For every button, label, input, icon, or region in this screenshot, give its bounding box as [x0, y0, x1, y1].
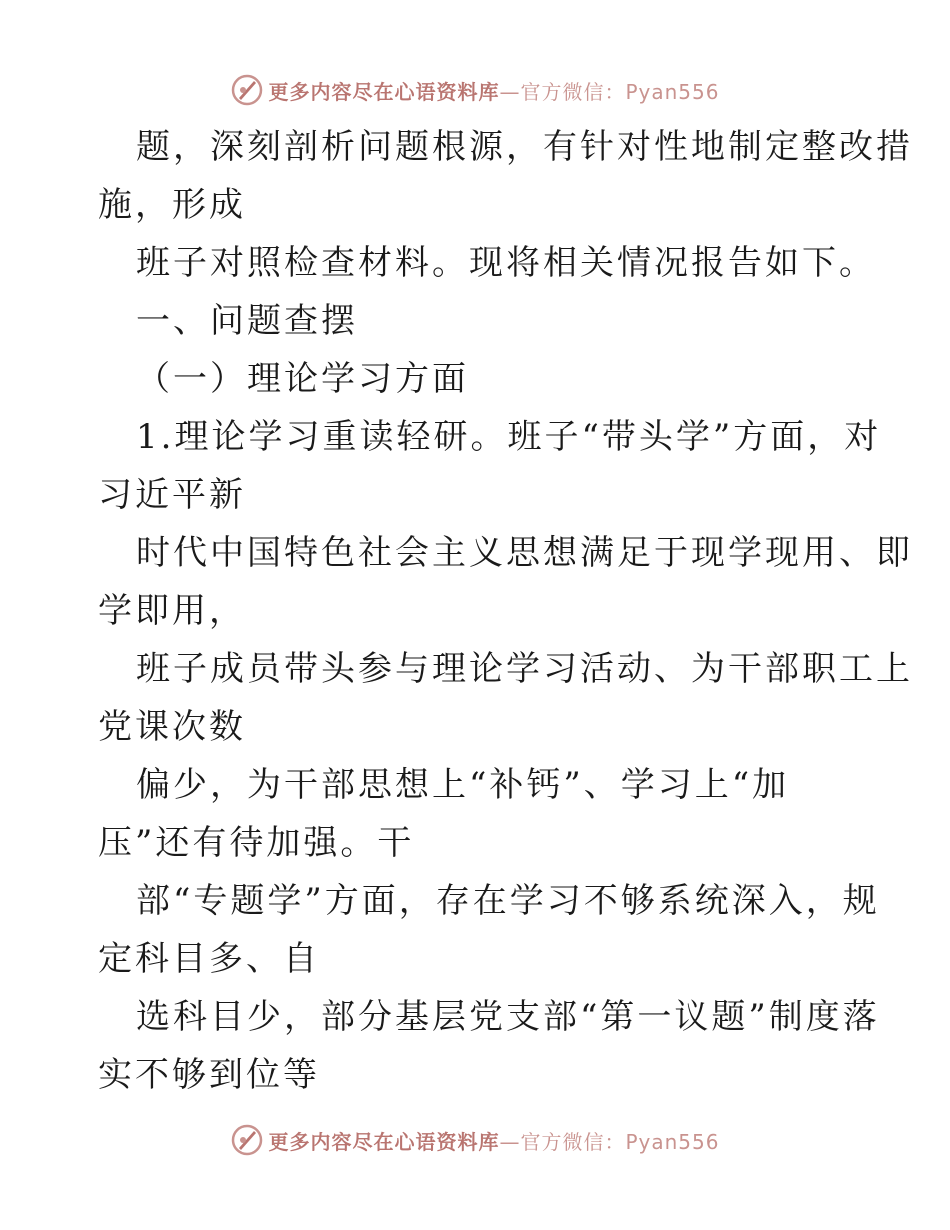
body-line: 施，形成 — [98, 185, 246, 225]
body-line: 部“专题学”方面，存在学习不够系统深入，规 — [136, 881, 880, 921]
body-line: 选科目少，部分基层党支部“第一议题”制度落 — [136, 997, 880, 1037]
body-line: 偏少，为干部思想上“补钙”、学习上“加 — [136, 765, 790, 805]
quill-circle-logo-icon — [230, 1123, 264, 1157]
body-line: 实不够到位等 — [98, 1055, 320, 1095]
body-line: 学即用， — [98, 591, 246, 631]
body-line: 时代中国特色社会主义思想满足于现学现用、即 — [136, 533, 913, 573]
body-line: 党课次数 — [98, 707, 246, 747]
watermark-text: 更多内容尽在心语资料库—官方微信：Pyan556 — [268, 79, 720, 104]
watermark-text: 更多内容尽在心语资料库—官方微信：Pyan556 — [268, 1129, 720, 1154]
footer-watermark-banner — [0, 1120, 950, 1160]
body-line: 班子成员带头参与理论学习活动、为干部职工上 — [136, 649, 913, 689]
body-line: 班子对照检查材料。现将相关情况报告如下。 — [136, 243, 876, 283]
body-line: 题，深刻剖析问题根源，有针对性地制定整改措 — [136, 127, 913, 167]
body-line: 定科目多、自 — [98, 939, 320, 979]
header-watermark-banner — [0, 70, 950, 110]
body-line: 习近平新 — [98, 475, 246, 515]
section-heading: 一、问题查摆 — [136, 301, 358, 341]
body-line: 1.理论学习重读轻研。班子“带头学”方面，对 — [136, 417, 882, 457]
body-line: 压”还有待加强。干 — [98, 823, 415, 863]
subsection-heading: （一）理论学习方面 — [136, 359, 469, 399]
document-body — [98, 118, 913, 1104]
quill-circle-logo-icon — [230, 73, 264, 107]
